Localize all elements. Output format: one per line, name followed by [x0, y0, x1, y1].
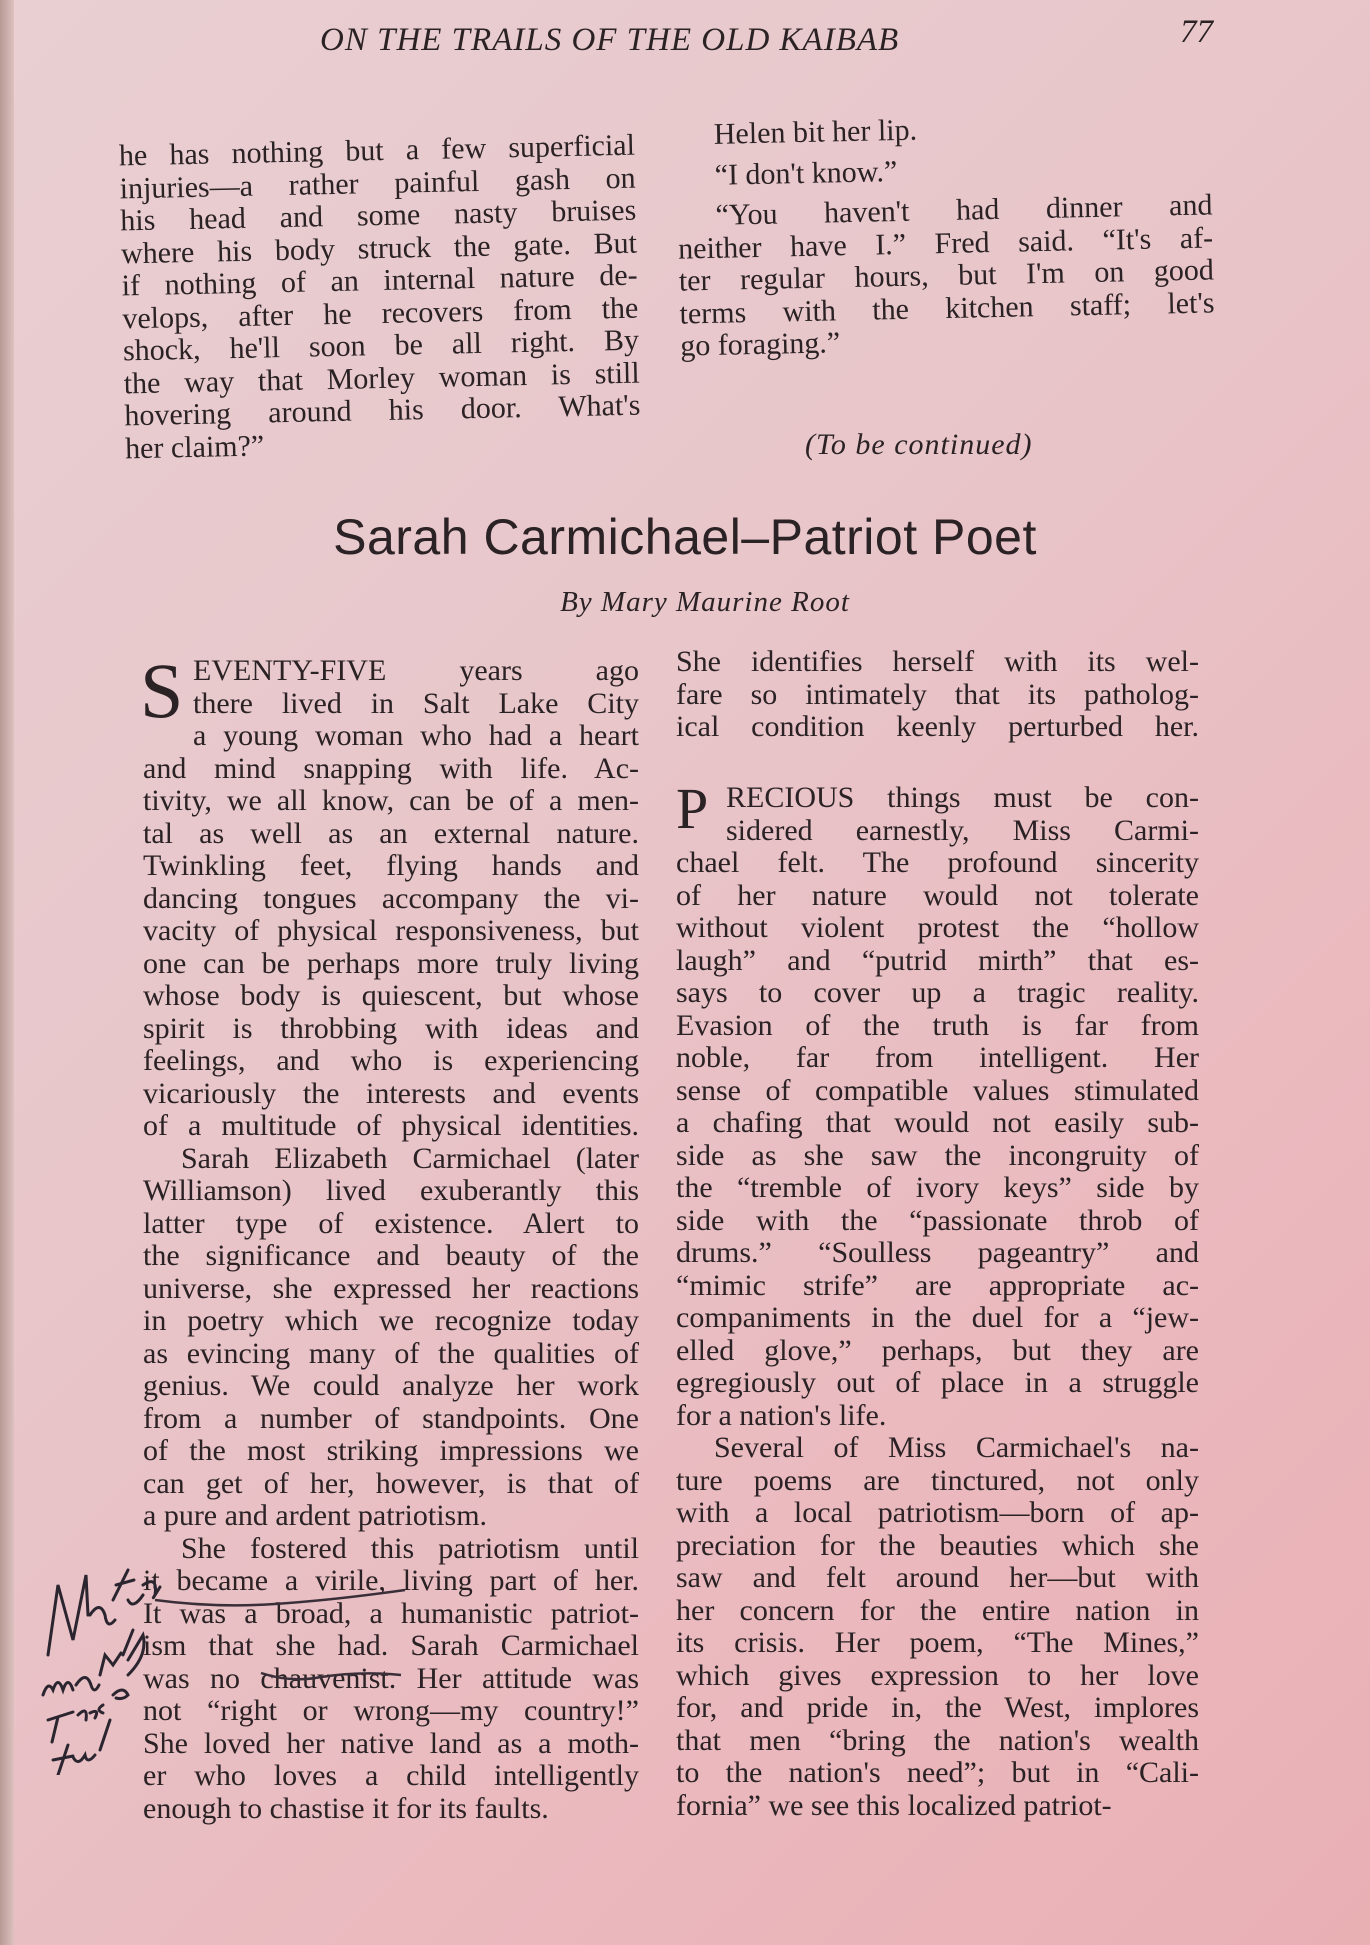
text-line: of her nature would not tolerate	[676, 878, 1199, 912]
running-title: ON THE TRAILS OF THE OLD KAIBAB	[320, 22, 900, 58]
text-line: EVENTY-FIVE years ago	[193, 654, 639, 687]
text-line: “I don't know.”	[714, 154, 898, 192]
text-line: one can be perhaps more truly living	[143, 946, 639, 980]
text-line: side with the “passionate throb of	[676, 1203, 1199, 1237]
text-line: Evasion of the truth is far from	[676, 1008, 1199, 1042]
text-line: spirit is throbbing with ideas and	[143, 1011, 639, 1045]
text-line: says to cover up a tragic reality.	[676, 976, 1199, 1009]
page-binding-edge	[0, 0, 14, 1945]
text-line: ical condition keenly perturbed her.	[676, 710, 1199, 743]
text-line: her concern for the entire nation in	[676, 1593, 1199, 1627]
text-line: where his body struck the gate. But	[120, 226, 638, 270]
text-line: whose body is quiescent, but whose	[143, 979, 639, 1012]
text-line: without violent protest the “hollow	[676, 911, 1199, 944]
article-right-column	[676, 776, 1199, 1822]
text-line: neither have I.” Fred said. “It's af-	[677, 220, 1214, 266]
text-line: dancing tongues accompany the vi-	[143, 881, 639, 915]
text-line: his head and some nasty bruises	[119, 193, 637, 238]
text-line: laugh” and “putrid mirth” that es-	[676, 943, 1199, 977]
text-line: a chafing that would not easily sub-	[676, 1106, 1199, 1139]
text-line: her claim?”	[124, 428, 265, 465]
drop-cap: S	[140, 647, 184, 734]
text-line: was no chauvenist. Her attitude was	[143, 1661, 639, 1695]
text-line: of a multitude of physical identities.	[143, 1109, 639, 1142]
article-left-column	[143, 655, 639, 1825]
text-line: a young woman who had a heart	[193, 719, 639, 752]
to-be-continued: (To be continued)	[805, 428, 1033, 461]
text-line: which gives expression to her love	[676, 1658, 1199, 1692]
text-line: with a local patriotism—born of ap-	[676, 1496, 1199, 1529]
text-line: companiments in the duel for a “jew-	[676, 1301, 1199, 1334]
text-line: of the most striking impressions we	[143, 1434, 639, 1467]
text-line: Twinkling feet, flying hands and	[143, 849, 639, 882]
text-line: from a number of standpoints. One	[143, 1401, 639, 1435]
text-line: noble, far from intelligent. Her	[676, 1041, 1199, 1074]
text-line: egregiously out of place in a struggle	[676, 1366, 1199, 1399]
text-line: “mimic strife” are appropriate ac-	[676, 1268, 1199, 1302]
text-line: its crisis. Her poem, “The Mines,”	[676, 1626, 1199, 1659]
article-right-column-top	[676, 646, 1199, 744]
text-line: preciation for the beauties which she	[676, 1528, 1199, 1562]
article-title: Sarah Carmichael–Patriot Poet	[333, 509, 1037, 565]
text-line: tal as well as an external nature.	[143, 816, 639, 850]
text-line: sense of compatible values stimulated	[676, 1073, 1199, 1107]
text-line: it became a virile, living part of her.	[143, 1564, 639, 1597]
text-line: RECIOUS things must be con-	[726, 781, 1199, 814]
text-line: genius. We could analyze her work	[143, 1369, 639, 1402]
text-line: She identifies herself with its wel-	[676, 645, 1199, 678]
text-line: sidered earnestly, Miss Carmi-	[726, 813, 1199, 847]
text-line: tivity, we all know, can be of a men-	[143, 784, 639, 817]
text-line: vicariously the interests and events	[143, 1076, 639, 1110]
text-line: the “tremble of ivory keys” side by	[676, 1171, 1199, 1204]
text-line: ture poems are tinctured, not only	[676, 1463, 1199, 1497]
text-line: go foraging.”	[679, 326, 841, 363]
text-line: in poetry which we recognize today	[143, 1304, 639, 1337]
text-line: to the nation's need”; but in “Cali-	[676, 1756, 1199, 1789]
text-line: shock, he'll soon be all right. By	[122, 323, 640, 368]
text-line: that men “bring the nation's wealth	[676, 1723, 1199, 1757]
text-line: It was a broad, a humanistic patriot-	[143, 1596, 639, 1630]
text-line: side as she saw the incongruity of	[676, 1138, 1199, 1172]
text-line: a pure and ardent patriotism.	[143, 1499, 488, 1532]
text-line: ism that she had. Sarah Carmichael	[143, 1629, 639, 1662]
handwritten-underline	[150, 1580, 410, 1610]
text-line: can get of her, however, is that of	[143, 1466, 639, 1500]
text-line: as evincing many of the qualities of	[143, 1336, 639, 1370]
text-line: velops, after he recovers from the	[122, 291, 639, 335]
text-line: injuries—a rather painful gash on	[119, 161, 636, 205]
text-line: Several of Miss Carmichael's na-	[714, 1431, 1199, 1464]
drop-cap: P	[676, 776, 709, 841]
text-line: saw and felt around her—but with	[676, 1561, 1199, 1594]
text-line: Williamson) lived exuberantly this	[143, 1174, 639, 1207]
text-line: elled glove,” perhaps, but they are	[676, 1333, 1199, 1367]
text-line: er who loves a child intelligently	[143, 1759, 639, 1792]
text-line: there lived in Salt Lake City	[193, 686, 639, 720]
text-line: hovering around his door. What's	[124, 388, 641, 433]
text-line: for, and pride in, the West, implores	[676, 1691, 1199, 1724]
text-line: drums.” “Soulless pageantry” and	[676, 1236, 1199, 1269]
text-line: fare so intimately that its patholog-	[676, 677, 1199, 711]
text-line: the way that Morley woman is still	[123, 356, 640, 400]
text-line: he has nothing but a few superficial	[118, 128, 636, 173]
text-line: for a nation's life.	[676, 1398, 887, 1432]
text-line: Sarah Elizabeth Carmichael (later	[181, 1141, 639, 1175]
text-line: universe, she expressed her reactions	[143, 1271, 639, 1305]
text-line: and mind snapping with life. Ac-	[143, 751, 639, 785]
text-line: terms with the kitchen staff; let's	[679, 285, 1215, 331]
text-line: latter type of existence. Alert to	[143, 1206, 639, 1240]
text-line: She loved her native land as a moth-	[143, 1726, 639, 1760]
text-line: vacity of physical responsiveness, but	[143, 914, 639, 947]
text-line: not “right or wrong—my country!”	[143, 1694, 639, 1727]
text-line: She fostered this patriotism until	[181, 1531, 639, 1565]
text-line: fornia” we see this localized patriot-	[676, 1788, 1112, 1822]
text-line: ter regular hours, but I'm on good	[678, 253, 1215, 298]
text-line: feelings, and who is experiencing	[143, 1044, 639, 1077]
prev-story-right-column	[676, 108, 1216, 363]
text-line: if nothing of an internal nature de-	[121, 258, 638, 303]
text-line: Helen bit her lip.	[713, 113, 918, 151]
article-byline: By Mary Maurine Root	[560, 586, 850, 618]
text-line: chael felt. The profound sincerity	[676, 846, 1199, 879]
handwritten-underline	[258, 1665, 408, 1685]
text-line: “You haven't had dinner and	[715, 188, 1213, 232]
text-line: the significance and beauty of the	[143, 1239, 639, 1272]
page-number: 77	[1180, 14, 1213, 50]
text-line: enough to chastise it for its faults.	[143, 1791, 549, 1825]
prev-story-left-column	[119, 130, 642, 466]
